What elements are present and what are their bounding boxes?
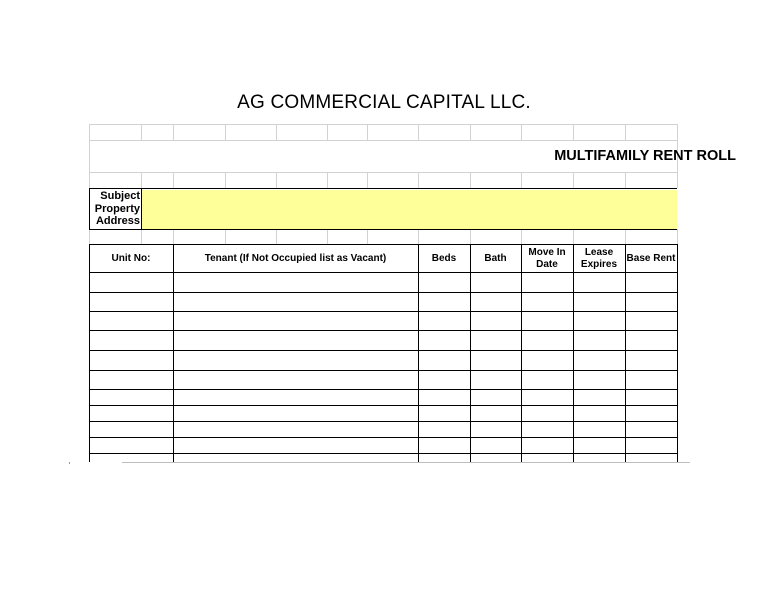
subject-label-line: Address xyxy=(95,215,140,227)
gridline xyxy=(89,229,90,244)
gridline xyxy=(470,172,471,188)
gridline xyxy=(89,140,677,141)
table-cell[interactable] xyxy=(175,407,416,419)
table-cell[interactable] xyxy=(523,391,571,403)
table-cell[interactable] xyxy=(420,352,468,368)
column-header-bath xyxy=(470,245,521,272)
table-cell[interactable] xyxy=(575,407,623,419)
gridline xyxy=(573,229,574,244)
table-cell[interactable] xyxy=(420,391,468,403)
form-title: MULTIFAMILY RENT ROLL xyxy=(554,148,736,164)
gridline xyxy=(225,172,226,188)
gridline xyxy=(89,172,677,173)
column-header-text: Expires xyxy=(580,258,618,270)
table-cell[interactable] xyxy=(575,423,623,435)
table-cell[interactable] xyxy=(91,423,171,435)
border xyxy=(89,244,90,462)
table-cell[interactable] xyxy=(627,407,675,419)
table-cell[interactable] xyxy=(91,439,171,451)
column-header-text: Move In xyxy=(528,246,566,258)
company-name: AG COMMERCIAL CAPITAL LLC. xyxy=(237,92,531,113)
table-cell[interactable] xyxy=(91,352,171,368)
subject-address-field[interactable] xyxy=(142,190,677,229)
table-cell[interactable] xyxy=(627,423,675,435)
gridline xyxy=(173,124,174,140)
table-cell[interactable] xyxy=(472,294,519,309)
table-cell[interactable] xyxy=(472,332,519,348)
border xyxy=(89,389,677,390)
table-cell[interactable] xyxy=(472,407,519,419)
gridline xyxy=(521,229,522,244)
gridline xyxy=(173,229,174,244)
gridline xyxy=(521,172,522,188)
table-cell[interactable] xyxy=(627,391,675,403)
table-cell[interactable] xyxy=(627,352,675,368)
column-header-text: Bath xyxy=(484,252,507,264)
border xyxy=(89,405,677,406)
gridline xyxy=(573,172,574,188)
table-cell[interactable] xyxy=(627,313,675,328)
column-header-move_in xyxy=(521,245,573,272)
gridline xyxy=(521,124,522,140)
table-cell[interactable] xyxy=(627,294,675,309)
gridline xyxy=(276,172,277,188)
border xyxy=(89,330,677,331)
table-cell[interactable] xyxy=(523,313,571,328)
table-cell[interactable] xyxy=(420,332,468,348)
gridline xyxy=(225,124,226,140)
gridline xyxy=(89,140,90,173)
table-cell[interactable] xyxy=(91,407,171,419)
gridline xyxy=(141,229,142,244)
table-cell[interactable] xyxy=(175,294,416,309)
column-header-text: Date xyxy=(536,258,558,270)
table-cell[interactable] xyxy=(420,313,468,328)
border xyxy=(89,421,677,422)
border xyxy=(521,244,522,462)
border xyxy=(89,188,677,189)
gridline xyxy=(327,229,328,244)
gridline xyxy=(225,229,226,244)
gridline xyxy=(625,124,626,140)
table-cell[interactable] xyxy=(175,391,416,403)
gridline xyxy=(418,172,419,188)
border xyxy=(89,311,677,312)
table-cell[interactable] xyxy=(523,294,571,309)
gridline xyxy=(625,172,626,188)
table-cell[interactable] xyxy=(575,313,623,328)
subject-label-line: Subject xyxy=(100,190,140,202)
column-header-rent xyxy=(625,245,677,272)
table-cell[interactable] xyxy=(575,274,623,290)
column-header-text: Base Rent xyxy=(626,252,676,264)
column-header-text: Tenant (If Not Occupied list as Vacant) xyxy=(204,252,387,264)
gridline xyxy=(141,124,142,140)
table-cell[interactable] xyxy=(575,332,623,348)
table-cell[interactable] xyxy=(472,423,519,435)
gridline xyxy=(677,172,678,188)
table-cell[interactable] xyxy=(472,372,519,387)
table-cell[interactable] xyxy=(420,372,468,387)
gridline xyxy=(173,172,174,188)
border xyxy=(89,229,677,230)
column-header-text: Unit No: xyxy=(111,252,151,264)
border xyxy=(89,272,677,273)
table-cell[interactable] xyxy=(523,439,571,451)
table-cell[interactable] xyxy=(175,313,416,328)
table-cell[interactable] xyxy=(175,423,416,435)
border xyxy=(89,370,677,371)
table-cell[interactable] xyxy=(472,313,519,328)
table-cell[interactable] xyxy=(175,332,416,348)
table-cell[interactable] xyxy=(575,372,623,387)
border xyxy=(89,292,677,293)
gridline xyxy=(141,172,142,188)
border xyxy=(418,244,419,462)
subject-label-line: Property xyxy=(94,202,140,215)
table-cell[interactable] xyxy=(91,313,171,328)
table-cell[interactable] xyxy=(472,439,519,451)
table-cell[interactable] xyxy=(91,332,171,348)
gridline xyxy=(470,124,471,140)
subject-label xyxy=(90,190,140,228)
border xyxy=(89,437,677,438)
gridline xyxy=(327,172,328,188)
column-header-text: Beds xyxy=(431,252,457,264)
table-cell[interactable] xyxy=(472,391,519,403)
table-cell[interactable] xyxy=(472,274,519,290)
gridline xyxy=(677,229,678,244)
table-cell[interactable] xyxy=(575,439,623,451)
gridline xyxy=(470,229,471,244)
gridline xyxy=(89,172,90,188)
gridline xyxy=(677,124,678,140)
table-cell[interactable] xyxy=(175,352,416,368)
border xyxy=(677,244,678,462)
gridline xyxy=(625,229,626,244)
table-cell[interactable] xyxy=(523,423,571,435)
gridline xyxy=(276,124,277,140)
table-cell[interactable] xyxy=(472,352,519,368)
table-cell[interactable] xyxy=(523,332,571,348)
table-cell[interactable] xyxy=(627,274,675,290)
gridline xyxy=(418,124,419,140)
gridline xyxy=(367,229,368,244)
table-cell[interactable] xyxy=(575,391,623,403)
table-cell[interactable] xyxy=(91,391,171,403)
border xyxy=(89,453,677,454)
table-cell[interactable] xyxy=(523,274,571,290)
border xyxy=(173,244,174,462)
border xyxy=(89,350,677,351)
gridline xyxy=(367,124,368,140)
table-cell[interactable] xyxy=(91,294,171,309)
table-cell[interactable] xyxy=(175,372,416,387)
table-cell[interactable] xyxy=(420,423,468,435)
gridline xyxy=(89,124,677,125)
gridline xyxy=(418,229,419,244)
gridline xyxy=(327,124,328,140)
table-cell[interactable] xyxy=(420,294,468,309)
table-cell[interactable] xyxy=(627,332,675,348)
column-header-text: Lease xyxy=(584,246,614,258)
column-header-tenant xyxy=(173,245,418,272)
column-header-lease xyxy=(573,245,625,272)
border xyxy=(573,244,574,462)
table-cell[interactable] xyxy=(420,439,468,451)
table-cell[interactable] xyxy=(575,352,623,368)
table-cell[interactable] xyxy=(420,407,468,419)
table-cell[interactable] xyxy=(175,274,416,290)
gridline xyxy=(367,172,368,188)
table-cell[interactable] xyxy=(523,352,571,368)
page-divider xyxy=(122,462,690,463)
page-mark xyxy=(69,462,70,464)
gridline xyxy=(89,124,90,140)
table-cell[interactable] xyxy=(627,372,675,387)
table-cell[interactable] xyxy=(627,439,675,451)
table-cell[interactable] xyxy=(575,294,623,309)
column-header-unit xyxy=(89,245,173,272)
gridline xyxy=(276,229,277,244)
column-header-beds xyxy=(418,245,470,272)
table-cell[interactable] xyxy=(175,439,416,451)
gridline xyxy=(573,124,574,140)
table-cell[interactable] xyxy=(91,372,171,387)
table-cell[interactable] xyxy=(91,274,171,290)
border xyxy=(470,244,471,462)
table-cell[interactable] xyxy=(523,407,571,419)
table-cell[interactable] xyxy=(420,274,468,290)
table-cell[interactable] xyxy=(523,372,571,387)
border xyxy=(625,244,626,462)
